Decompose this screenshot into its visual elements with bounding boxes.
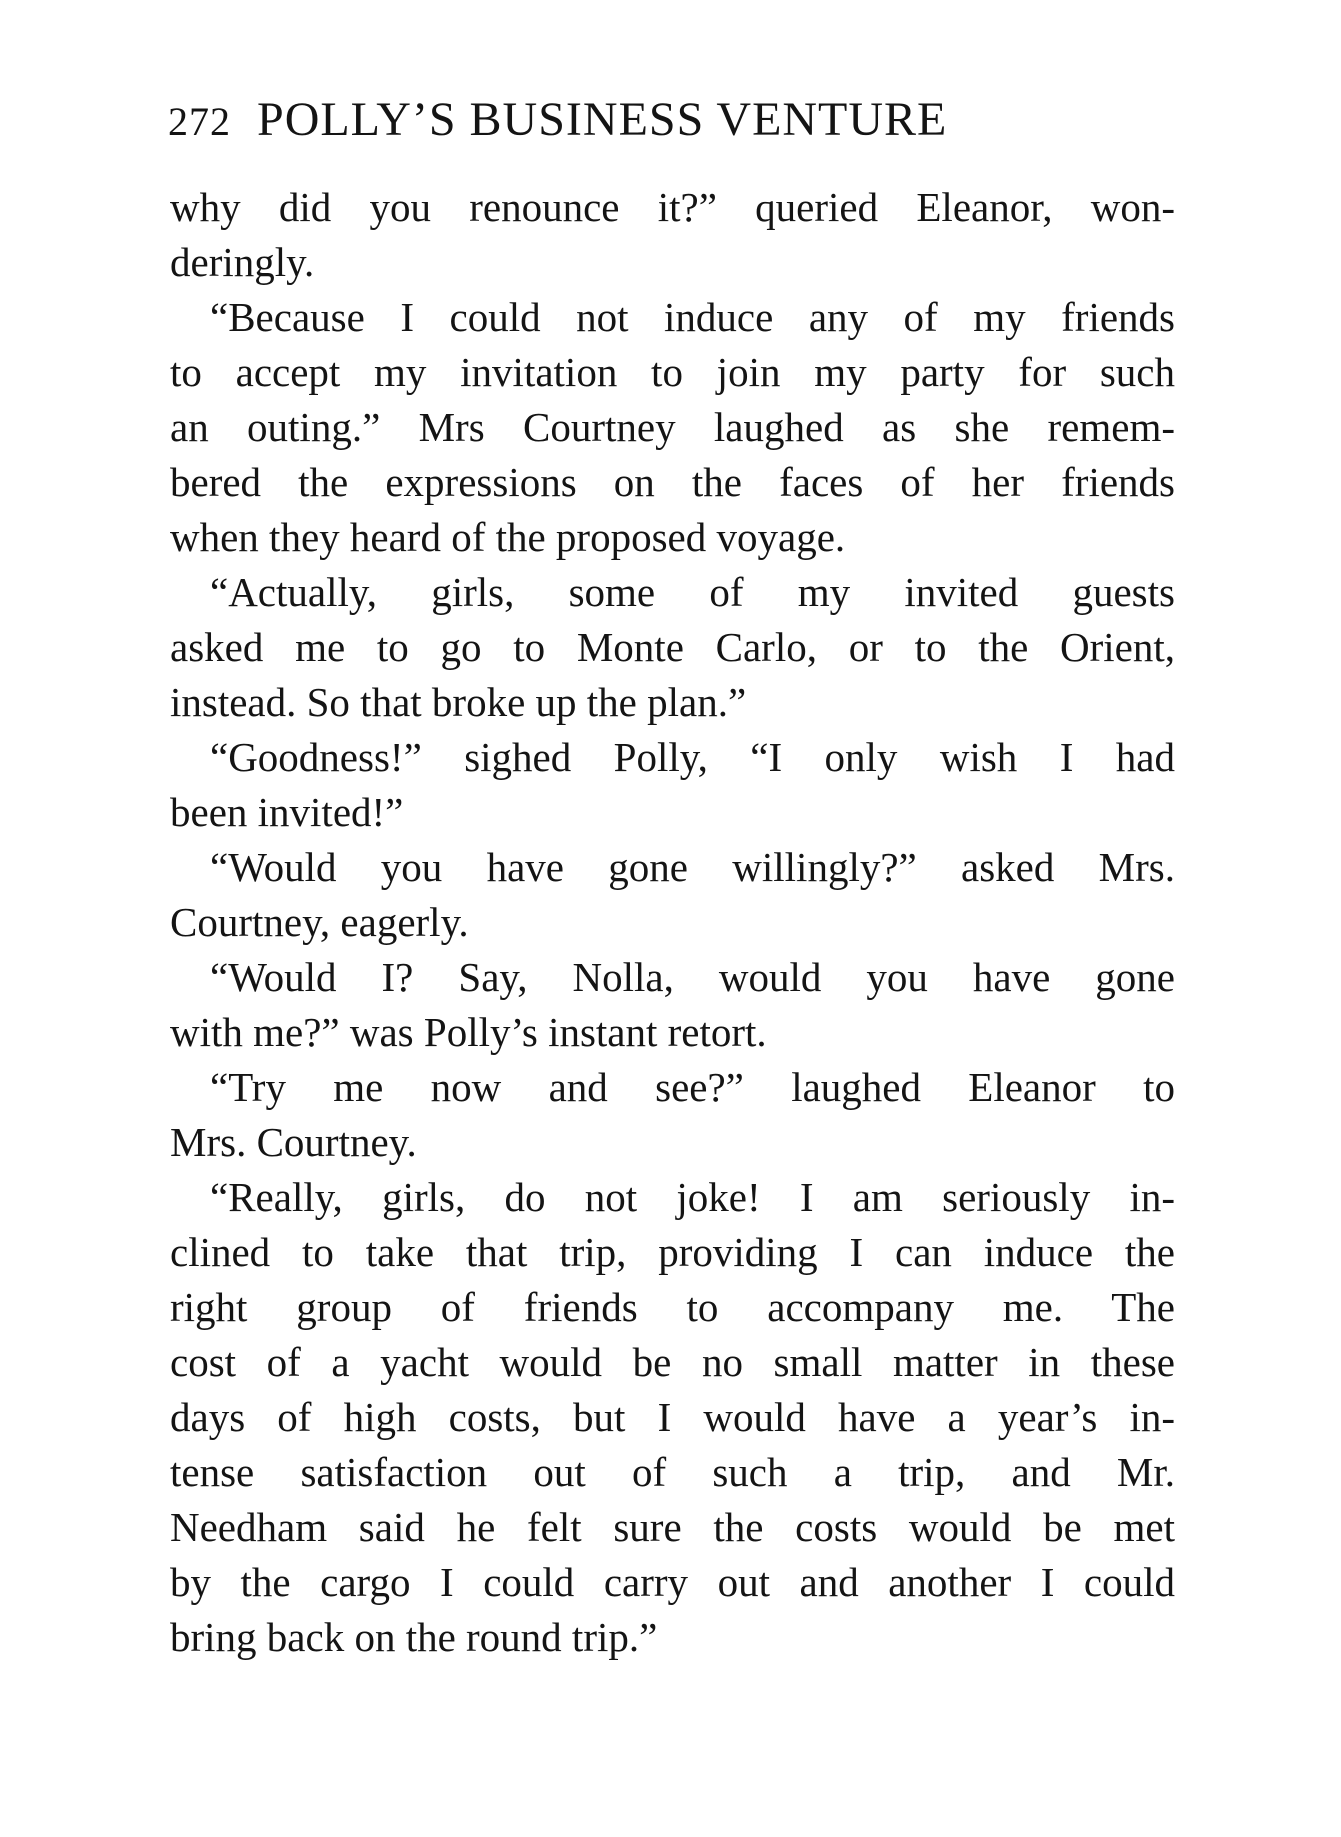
text-line: “Actually, girls, some of my invited guests bbox=[210, 569, 1175, 615]
text-line: cost of a yacht would be no small matter in these bbox=[170, 1339, 1175, 1385]
text-line: “Would you have gone willingly?” asked Mrs. bbox=[210, 844, 1175, 890]
text-line: “Goodness!” sighed Polly, “I only wish I had bbox=[210, 734, 1175, 780]
text-line: been invited!” bbox=[170, 789, 404, 835]
text-line: Courtney, eagerly. bbox=[170, 899, 469, 945]
text-line: when they heard of the proposed voyage. bbox=[170, 514, 846, 560]
text-line: an outing.” Mrs Courtney laughed as she remem- bbox=[170, 404, 1175, 450]
text-line: by the cargo I could carry out and another I could bbox=[170, 1559, 1175, 1605]
running-head bbox=[168, 92, 947, 152]
text-line: with me?” was Polly’s instant retort. bbox=[170, 1009, 767, 1055]
text-line: bered the expressions on the faces of her friends bbox=[170, 459, 1175, 505]
text-line: clined to take that trip, providing I can induce the bbox=[170, 1229, 1175, 1275]
text-line: Mrs. Courtney. bbox=[170, 1119, 417, 1165]
text-line: tense satisfaction out of such a trip, and Mr. bbox=[170, 1449, 1175, 1495]
page-number: 272 bbox=[168, 99, 231, 144]
text-line: days of high costs, but I would have a year’s in- bbox=[170, 1394, 1175, 1440]
text-line: “Because I could not induce any of my friends bbox=[210, 294, 1175, 340]
text-line: bring back on the round trip.” bbox=[170, 1614, 658, 1660]
text-line: right group of friends to accompany me. The bbox=[170, 1284, 1175, 1330]
text-line: “Really, girls, do not joke! I am seriously in- bbox=[210, 1174, 1175, 1220]
text-line: to accept my invitation to join my party for such bbox=[170, 349, 1175, 395]
text-line: Needham said he felt sure the costs would be met bbox=[170, 1504, 1175, 1550]
body-text bbox=[170, 180, 1175, 1665]
text-line: deringly. bbox=[170, 239, 315, 285]
text-line: asked me to go to Monte Carlo, or to the Orient, bbox=[170, 624, 1175, 670]
text-line: “Try me now and see?” laughed Eleanor to bbox=[210, 1064, 1175, 1110]
text-line: why did you renounce it?” queried Eleanor, won- bbox=[170, 184, 1175, 230]
text-line: “Would I? Say, Nolla, would you have gone bbox=[210, 954, 1175, 1000]
running-title: POLLY’S BUSINESS VENTURE bbox=[257, 93, 948, 146]
text-line: instead. So that broke up the plan.” bbox=[170, 679, 747, 725]
